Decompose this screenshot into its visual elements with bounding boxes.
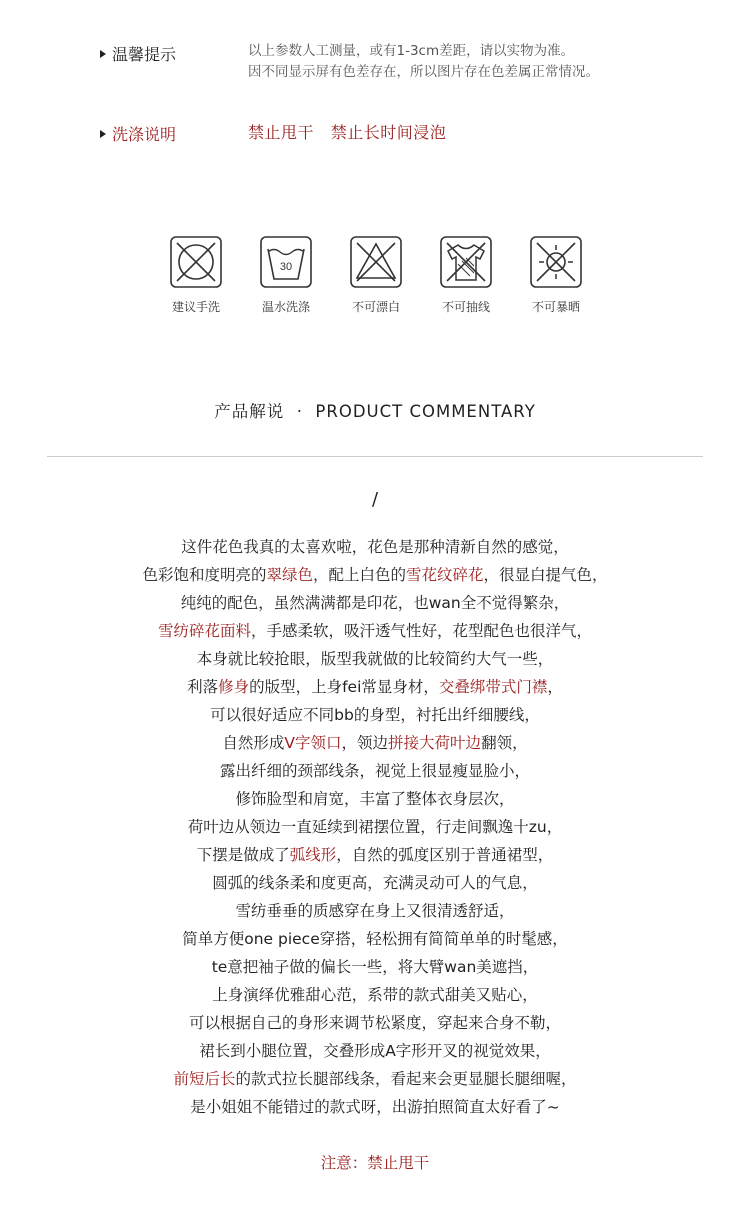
care-item (516, 236, 596, 315)
commentary-line (0, 645, 750, 673)
care-item (426, 236, 506, 315)
wash-label: 洗涤说明 (112, 125, 177, 144)
commentary-segment: ，领边 (341, 734, 389, 752)
divider (47, 456, 703, 457)
commentary-segment: ，自然的弧度区别于普通裙型， (336, 846, 554, 864)
wash-heading (100, 122, 176, 145)
highlight-text: 雪花纹碎花 (406, 566, 484, 584)
commentary-segment: 利落 (187, 678, 219, 696)
temp-text: 30 (279, 261, 293, 273)
care-label: 不可抽线 (441, 300, 490, 314)
highlight-text: 交叠绑带式门襟 (438, 678, 548, 696)
no-bleach-icon (350, 236, 402, 288)
care-item (336, 236, 416, 315)
tips-label: 温馨提示 (112, 45, 177, 64)
care-label: 温水洗涤 (261, 300, 310, 314)
commentary-segment: 可以根据自己的身形来调节松紧度，穿起来合身不勒， (188, 1014, 561, 1032)
triangle-bullet-icon (100, 50, 106, 58)
care-label: 不可漂白 (351, 300, 400, 314)
warm-water-icon (260, 236, 312, 288)
commentary-segment: 是小姐姐不能错过的款式呀，出游拍照简直太好看了~ (190, 1098, 560, 1116)
commentary-line (0, 533, 750, 561)
commentary-line (0, 869, 750, 897)
notice-text: 注意：禁止甩干 (320, 1154, 430, 1172)
highlight-text: 前短后长 (173, 1070, 236, 1088)
commentary-text (0, 533, 750, 1121)
tips-line: 以上参数人工测量，或有1-3cm差距，请以实物为准。 (248, 43, 575, 59)
wash-instructions: 禁止甩干 禁止长时间浸泡 (248, 123, 447, 142)
care-label: 不可暴晒 (531, 300, 580, 314)
care-item (156, 236, 236, 315)
commentary-segment: te意把袖子做的偏长一些，将大臂wan美遮挡， (211, 958, 539, 976)
commentary-segment: ，很显白提气色， (483, 566, 608, 584)
no-sun-icon (530, 236, 582, 288)
commentary-segment: 简单方便one piece穿搭，轻松拥有简简单单的时髦感， (182, 930, 568, 948)
commentary-line (0, 1009, 750, 1037)
commentary-segment: 翻领， (481, 734, 528, 752)
commentary-line (0, 897, 750, 925)
section-title: 产品解说 · PRODUCT COMMENTARY (214, 402, 536, 421)
highlight-text: 修身 (218, 678, 250, 696)
care-label: 建议手洗 (171, 300, 220, 314)
commentary-segment: 荷叶边从领边一直延续到裙摆位置，行走间飘逸十zu， (187, 818, 563, 836)
commentary-segment: 的款式拉长腿部线条，看起来会更显腿长腿细喔， (235, 1070, 577, 1088)
commentary-segment: 修饰脸型和肩宽，丰富了整体衣身层次， (235, 790, 515, 808)
care-item (246, 236, 326, 315)
commentary-line (0, 757, 750, 785)
highlight-text: 弧线形 (289, 846, 337, 864)
slash-mark: / (371, 489, 379, 510)
commentary-segment: 本身就比较抢眼，版型我就做的比较简约大气一些， (196, 650, 554, 668)
commentary-segment: 色彩饱和度明亮的 (142, 566, 267, 584)
commentary-line (0, 813, 750, 841)
highlight-text: 翠绿色 (266, 566, 313, 584)
highlight-text: V字领口 (284, 734, 342, 752)
commentary-segment: 下摆是做成了 (196, 846, 290, 864)
commentary-segment: 这件花色我真的太喜欢啦，花色是那种清新自然的感觉， (181, 538, 569, 556)
commentary-segment: 露出纤细的颈部线条，视觉上很显瘦显脸小， (219, 762, 530, 780)
commentary-line (0, 925, 750, 953)
commentary-line (0, 673, 750, 701)
commentary-segment: ，手感柔软，吸汗透气性好，花型配色也很洋气， (251, 622, 593, 640)
commentary-line (0, 617, 750, 645)
commentary-line (0, 785, 750, 813)
commentary-segment: 纯纯的配色，虽然满满都是印花，也wan全不觉得繁杂， (180, 594, 570, 612)
commentary-line (0, 589, 750, 617)
commentary-segment: 的版型，上身fei常显身材， (249, 678, 439, 696)
commentary-line (0, 561, 750, 589)
highlight-text: 雪纺碎花面料 (157, 622, 251, 640)
commentary-line (0, 981, 750, 1009)
commentary-segment: 自然形成 (222, 734, 285, 752)
commentary-line (0, 1037, 750, 1065)
commentary-segment: 圆弧的线条柔和度更高，充满灵动可人的气息， (212, 874, 538, 892)
triangle-bullet-icon (100, 130, 106, 138)
commentary-line (0, 841, 750, 869)
tips-text (248, 41, 599, 83)
commentary-segment: 裙长到小腿位置，交叠形成A字形开叉的视觉效果， (199, 1042, 551, 1060)
tips-line: 因不同显示屏有色差存在，所以图片存在色差属正常情况。 (248, 64, 599, 80)
tips-heading (100, 42, 176, 65)
hand-wash-icon (170, 236, 222, 288)
commentary-line (0, 701, 750, 729)
commentary-line (0, 1065, 750, 1093)
commentary-segment: 雪纺垂垂的质感穿在身上又很清透舒适， (235, 902, 515, 920)
commentary-line (0, 729, 750, 757)
highlight-text: 拼接大荷叶边 (388, 734, 482, 752)
commentary-segment: 可以很好适应不同bb的身型，衬托出纤细腰线， (210, 706, 540, 724)
no-spin-icon (440, 236, 492, 288)
commentary-line (0, 953, 750, 981)
commentary-segment: 上身演绎优雅甜心范，系带的款式甜美又贴心， (212, 986, 538, 1004)
commentary-segment: ，配上白色的 (312, 566, 406, 584)
commentary-line (0, 1093, 750, 1121)
commentary-segment: ， (547, 678, 563, 696)
